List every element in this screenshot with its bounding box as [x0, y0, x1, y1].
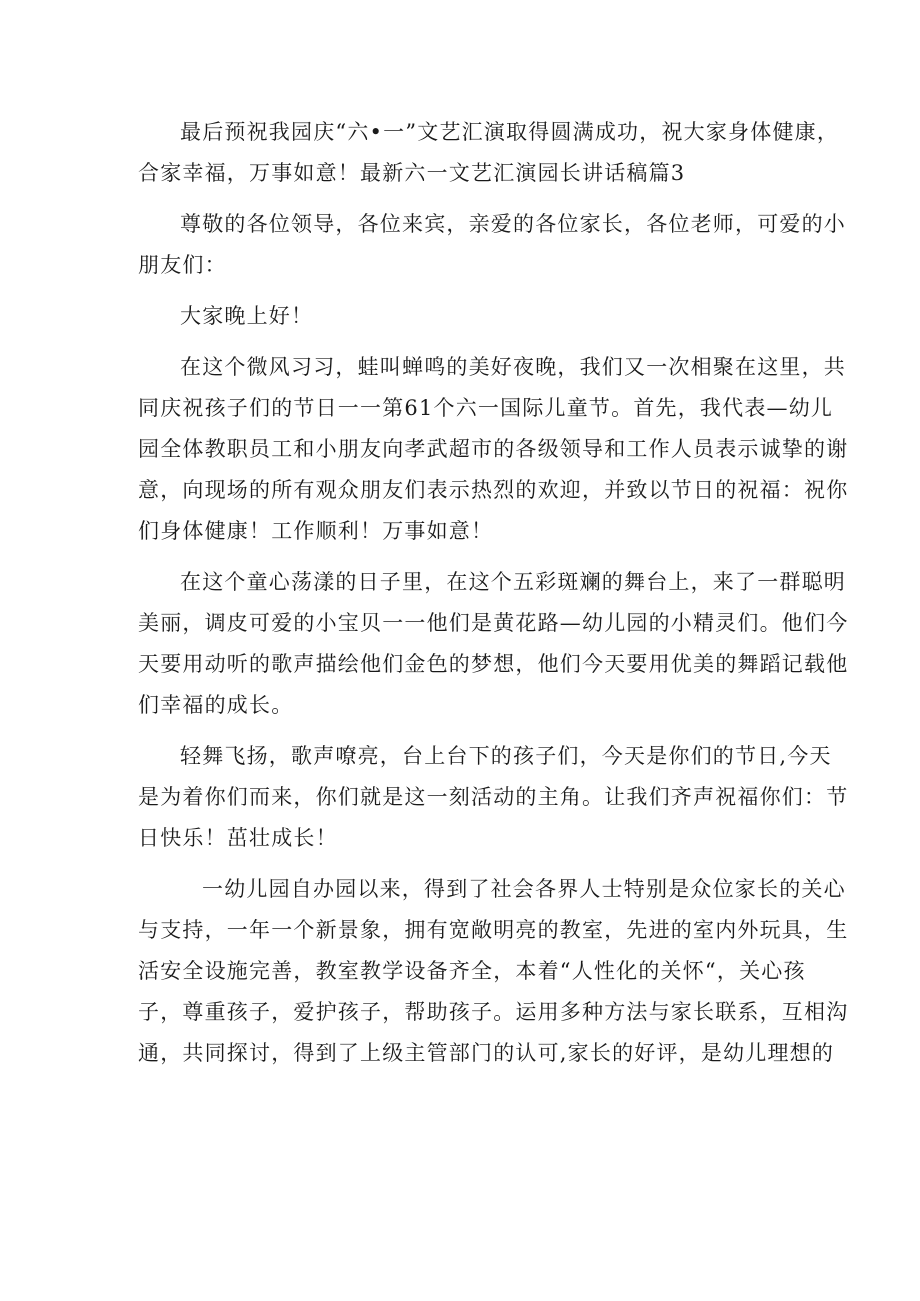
paragraph-gathering [138, 347, 849, 552]
paragraph-line: 美丽，调皮可爱的小宝贝一一他们是黄花路—幼儿园的小精灵们。他们今 [138, 611, 849, 635]
paragraph-line: 与支持，一年一个新景象，拥有宽敞明亮的教室，先进的室内外玩具，生 [138, 918, 849, 942]
document-page [138, 112, 849, 1084]
paragraph-line: 日快乐！茁壮成长！ [138, 826, 338, 850]
paragraph-line: 大家晚上好！ [180, 304, 314, 328]
paragraph-line: 们身体健康！工作顺利！万事如意！ [138, 519, 494, 543]
paragraph-kindergarten [138, 869, 849, 1074]
paragraph-good-evening [138, 296, 788, 337]
paragraph-line: 最后预祝我园庆“六•一”文艺汇演取得圆满成功，祝大家身体健康， [180, 120, 840, 144]
paragraph-line: 园全体教职员工和小朋友向孝武超市的各级领导和工作人员表示诚挚的谢 [138, 437, 849, 461]
paragraph-closing-wishes [138, 112, 840, 194]
paragraph-line: 是为着你们而来，你们就是这一刻活动的主角。让我们齐声祝福你们：节 [138, 785, 849, 809]
paragraph-line: 同庆祝孩子们的节日一一第61个六一国际儿童节。首先，我代表—幼儿 [138, 396, 834, 420]
paragraph-line: 意，向现场的所有观众朋友们表示热烈的欢迎，并致以节日的祝福：祝你 [138, 478, 849, 502]
paragraph-line: 在这个童心荡漾的日子里，在这个五彩斑斓的舞台上，来了一群聪明 [180, 570, 846, 594]
paragraph-line: 在这个微风习习，蛙叫蝉鸣的美好夜晚，我们又一次相聚在这里，共 [180, 355, 846, 379]
paragraph-greeting [138, 204, 846, 286]
paragraph-line: 一幼儿园自办园以来，得到了社会各界人士特别是众位家长的关心 [202, 877, 846, 901]
paragraph-line: 尊敬的各位领导，各位来宾，亲爱的各位家长，各位老师，可爱的小 [180, 212, 846, 236]
paragraph-line: 通，共同探讨，得到了上级主管部门的认可,家长的好评，是幼儿理想的 [138, 1041, 835, 1065]
paragraph-line: 们幸福的成长。 [138, 693, 294, 717]
paragraph-line: 天要用动听的歌声描绘他们金色的梦想，他们今天要用优美的舞蹈记载他 [138, 652, 849, 676]
paragraph-line: 朋友们： [138, 253, 227, 277]
paragraph-line: 合家幸福，万事如意！最新六一文艺汇演园长讲话稿篇3 [138, 161, 686, 185]
paragraph-stage [138, 562, 849, 726]
paragraph-line: 轻舞飞扬，歌声嘹亮，台上台下的孩子们，今天是你们的节日,今天 [180, 744, 832, 768]
paragraph-line: 子，尊重孩子，爱护孩子，帮助孩子。运用多种方法与家长联系，互相沟 [138, 1000, 849, 1024]
paragraph-line: 活安全设施完善，教室教学设备齐全，本着“人性化的关怀“，关心孩 [138, 959, 806, 983]
paragraph-celebration [138, 736, 849, 859]
